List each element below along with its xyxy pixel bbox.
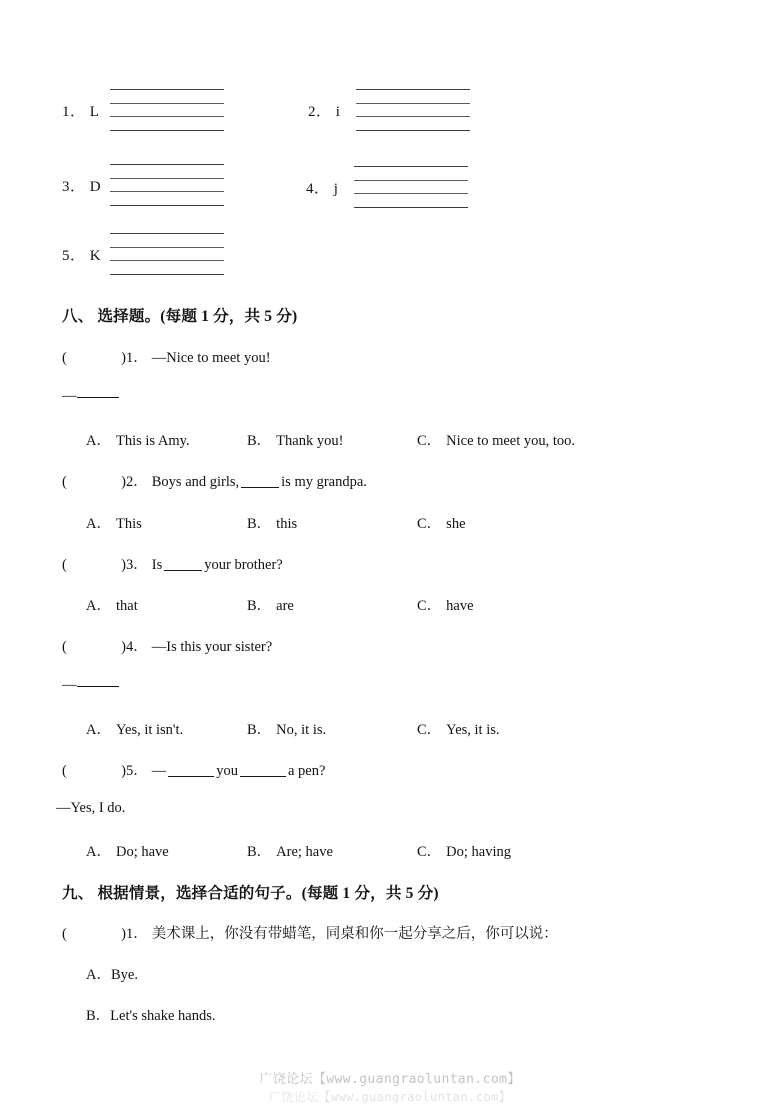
writing-line-label: 1． L xyxy=(62,103,100,120)
option-a[interactable]: A． Do; have xyxy=(86,844,169,860)
write-blank[interactable] xyxy=(240,776,286,777)
writing-line-item xyxy=(62,164,224,206)
option-b[interactable]: B． this xyxy=(247,516,298,532)
write-blank[interactable] xyxy=(164,570,202,571)
answer-bracket[interactable]: ( ) xyxy=(62,350,126,366)
answer-bracket[interactable]: ( ) xyxy=(62,639,126,655)
site-watermark-ghost: 广饶论坛【www.guangraoluntan.com】 xyxy=(268,1090,512,1104)
answer-continuation: — xyxy=(62,677,119,694)
option-c[interactable]: C． Nice to meet you, too. xyxy=(417,433,576,449)
question-row: ( ) 5． — you a pen? xyxy=(62,763,326,779)
option-c[interactable]: C． have xyxy=(417,598,474,614)
write-blank[interactable] xyxy=(241,487,279,488)
writing-line-label: 4． j xyxy=(306,180,339,197)
writing-line-item xyxy=(62,233,224,275)
write-blank[interactable] xyxy=(168,776,214,777)
site-watermark: 广饶论坛【www.guangraoluntan.com】 xyxy=(259,1072,521,1087)
answer-bracket[interactable]: ( ) xyxy=(62,557,126,573)
four-line-guide xyxy=(110,89,224,131)
writing-line-label: 5． K xyxy=(62,247,102,264)
question-row: ( ) 2． Boys and girls, is my grandpa. xyxy=(62,474,367,490)
option-a[interactable]: A． that xyxy=(86,598,138,614)
question-row: ( ) 1． —Nice to meet you! xyxy=(62,350,271,366)
answer-continuation: —Yes, I do. xyxy=(56,800,126,816)
question-row: ( ) 3． Is your brother? xyxy=(62,557,283,573)
writing-line-item xyxy=(306,166,468,208)
section-heading-nine: 九、 根据情景，选择合适的句子。(每题 1 分，共 5 分) xyxy=(62,885,439,902)
option-a[interactable]: A．Bye. xyxy=(86,967,138,983)
four-line-guide xyxy=(110,164,224,206)
option-a[interactable]: A． This is Amy. xyxy=(86,433,190,449)
four-line-guide xyxy=(354,166,468,208)
option-b[interactable]: B． Thank you! xyxy=(247,433,344,449)
write-blank[interactable] xyxy=(77,397,119,398)
option-a[interactable]: A． Yes, it isn't. xyxy=(86,722,184,738)
question-row: ( ) 4． —Is this your sister? xyxy=(62,639,273,655)
answer-bracket[interactable]: ( ) xyxy=(62,926,126,942)
option-b[interactable]: B． No, it is. xyxy=(247,722,327,738)
writing-line-label: 3． D xyxy=(62,178,102,195)
option-c[interactable]: C． Do; having xyxy=(417,844,512,860)
answer-bracket[interactable]: ( ) xyxy=(62,763,126,779)
answer-bracket[interactable]: ( ) xyxy=(62,474,126,490)
section-heading-eight: 八、 选择题。(每题 1 分，共 5 分) xyxy=(62,308,298,325)
writing-line-item xyxy=(62,89,224,131)
question-row: ( ) 1． 美术课上，你没有带蜡笔，同桌和你一起分享之后，你可以说： xyxy=(62,926,558,942)
option-c[interactable]: C． she xyxy=(417,516,466,532)
four-line-guide xyxy=(110,233,224,275)
option-b[interactable]: B． Are; have xyxy=(247,844,333,860)
four-line-guide xyxy=(356,89,470,131)
write-blank[interactable] xyxy=(77,686,119,687)
option-b[interactable]: B． are xyxy=(247,598,294,614)
option-b[interactable]: B．Let's shake hands. xyxy=(86,1008,216,1024)
writing-line-item xyxy=(308,89,470,131)
writing-line-label: 2． i xyxy=(308,103,341,120)
option-c[interactable]: C． Yes, it is. xyxy=(417,722,500,738)
option-a[interactable]: A． This xyxy=(86,516,142,532)
answer-continuation: — xyxy=(62,388,119,405)
